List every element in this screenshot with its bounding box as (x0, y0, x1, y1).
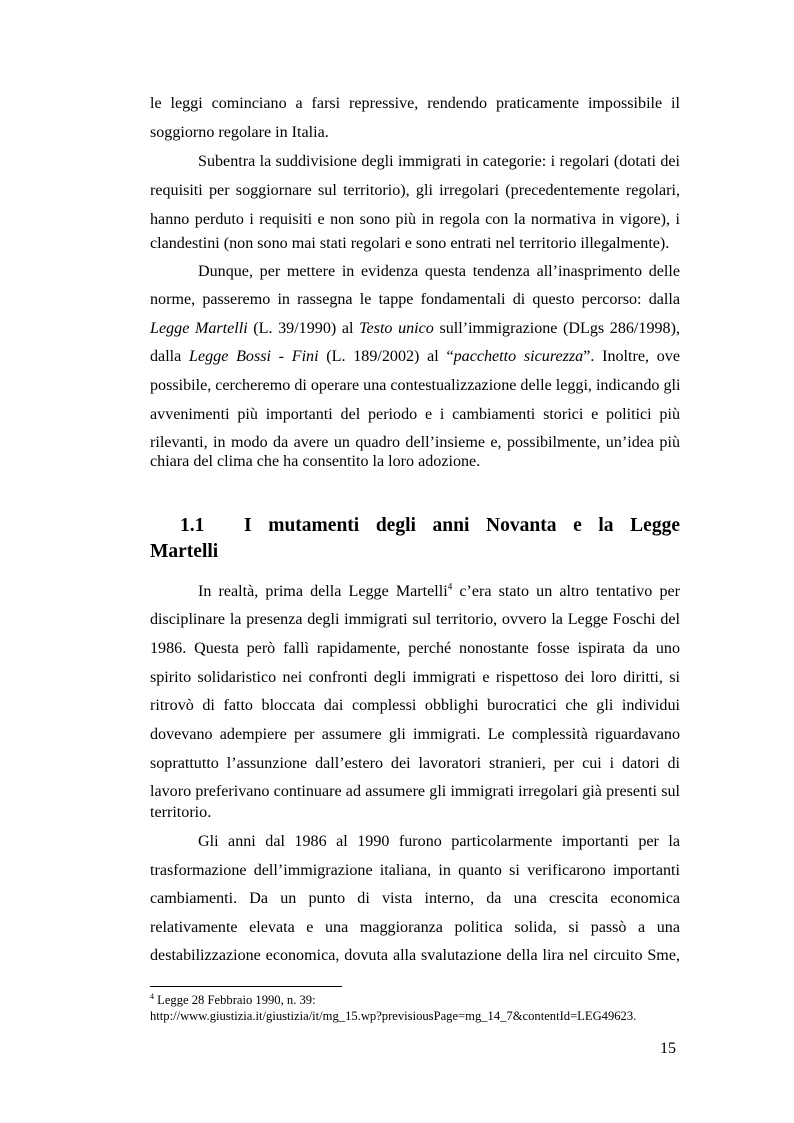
text-span: dalla (150, 348, 190, 365)
text-span: sull’immigrazione (DLgs 286/1998), (433, 320, 680, 337)
body-text-line: 1986. Questa però fallì rapidamente, perché nonostante fosse ispirata da uno (150, 640, 680, 657)
body-text-line: hanno perduto i requisiti e non sono più in regola con la normativa in vigore), i (150, 211, 680, 228)
body-text-line: disciplinare la presenza degli immigrati sul territorio, ovvero la Legge Foschi del (150, 611, 680, 628)
law-name: pacchetto sicurezza (453, 348, 584, 365)
body-text-line: cambiamenti. Da un punto di vista interno, da una crescita economica (150, 890, 680, 907)
body-text-line: soprattutto l’assunzione dall’estero dei lavoratori stranieri, per cui i datori di (150, 755, 680, 772)
law-name: Legge Martelli (150, 320, 248, 337)
body-text-line (198, 582, 680, 602)
footnote-separator (150, 986, 342, 987)
body-text-line: territorio. (150, 804, 212, 821)
page-number: 15 (660, 1040, 676, 1057)
body-text-line: possibile, cercheremo di operare una contestualizzazione delle leggi, indicando gli (150, 377, 681, 394)
section-title: I mutamenti degli anni Novanta e la Legge (244, 515, 680, 536)
footnote (150, 992, 316, 1008)
body-text-line: le leggi cominciano a farsi repressive, rendendo praticamente impossibile il (150, 95, 680, 112)
body-text-line: relativamente elevata e una maggioranza politica solida, si passò a una (150, 919, 680, 936)
body-text-line: soggiorno regolare in Italia. (150, 124, 329, 141)
body-text-line: Dunque, per mettere in evidenza questa tendenza all’inasprimento delle (198, 263, 680, 280)
body-text-line (150, 319, 680, 339)
law-name: Testo unico (359, 320, 434, 337)
body-text-line: norme, passeremo in rassegna le tappe fondamentali di questo percorso: dalla (150, 291, 680, 308)
body-text-line: lavoro preferivano continuare ad assumere gli immigrati irregolari già presenti sul (150, 783, 680, 800)
body-text-line (150, 347, 680, 367)
footnote-reference: 4 (447, 581, 453, 592)
section-heading (150, 514, 680, 538)
footnote-mark: 4 (150, 991, 154, 1001)
body-text-line: avvenimenti più importanti del periodo e i cambiamenti storici e politici più (150, 406, 680, 423)
text-span: c’era stato un altro tentativo per (452, 583, 680, 600)
text-span: In realtà, prima della Legge Martelli (198, 583, 448, 600)
body-text-line: ritrovò di fatto bloccata dai complessi obblighi burocratici che gli individui (150, 697, 680, 714)
body-text-line: Subentra la suddivisione degli immigrati in categorie: i regolari (dotati dei (198, 153, 680, 170)
section-heading-continued: Martelli (150, 541, 219, 562)
section-number: 1.1 (180, 515, 205, 536)
text-span: (L. 189/2002) al “ (318, 348, 454, 365)
body-text-line: Gli anni dal 1986 al 1990 furono particolarmente importanti per la (198, 833, 680, 850)
text-span: ”. Inoltre, ove (583, 348, 680, 365)
footnote-url: http://www.giustizia.it/giustizia/it/mg_15.wp?previsiousPage=mg_14_7&contentId=LEG49623. (150, 1009, 637, 1023)
footnote-text: Legge 28 Febbraio 1990, n. 39: (154, 993, 316, 1007)
body-text-line: spirito solidaristico nei confronti degli immigrati e rispettoso dei loro diritti, si (150, 669, 680, 686)
body-text-line: rilevanti, in modo da avere un quadro dell’insieme e, possibilmente, un’idea più (150, 434, 680, 451)
body-text-line: trasformazione dell’immigrazione italiana, in quanto si verificarono importanti (150, 862, 680, 879)
body-text-line: clandestini (non sono mai stati regolari e sono entrati nel territorio illegalmente). (150, 235, 670, 252)
body-text-line: requisiti per soggiornare sul territorio), gli irregolari (precedentemente regolari, (150, 182, 680, 199)
body-text-line: destabilizzazione economica, dovuta alla svalutazione della lira nel circuito Sme, (150, 947, 680, 964)
text-span: (L. 39/1990) al (247, 320, 360, 337)
body-text-line: chiara del clima che ha consentito la loro adozione. (150, 453, 481, 470)
law-name: Legge Bossi - Fini (189, 348, 319, 365)
body-text-line: dovevano adempiere per assumere gli immigrati. Le complessità riguardavano (150, 726, 680, 743)
